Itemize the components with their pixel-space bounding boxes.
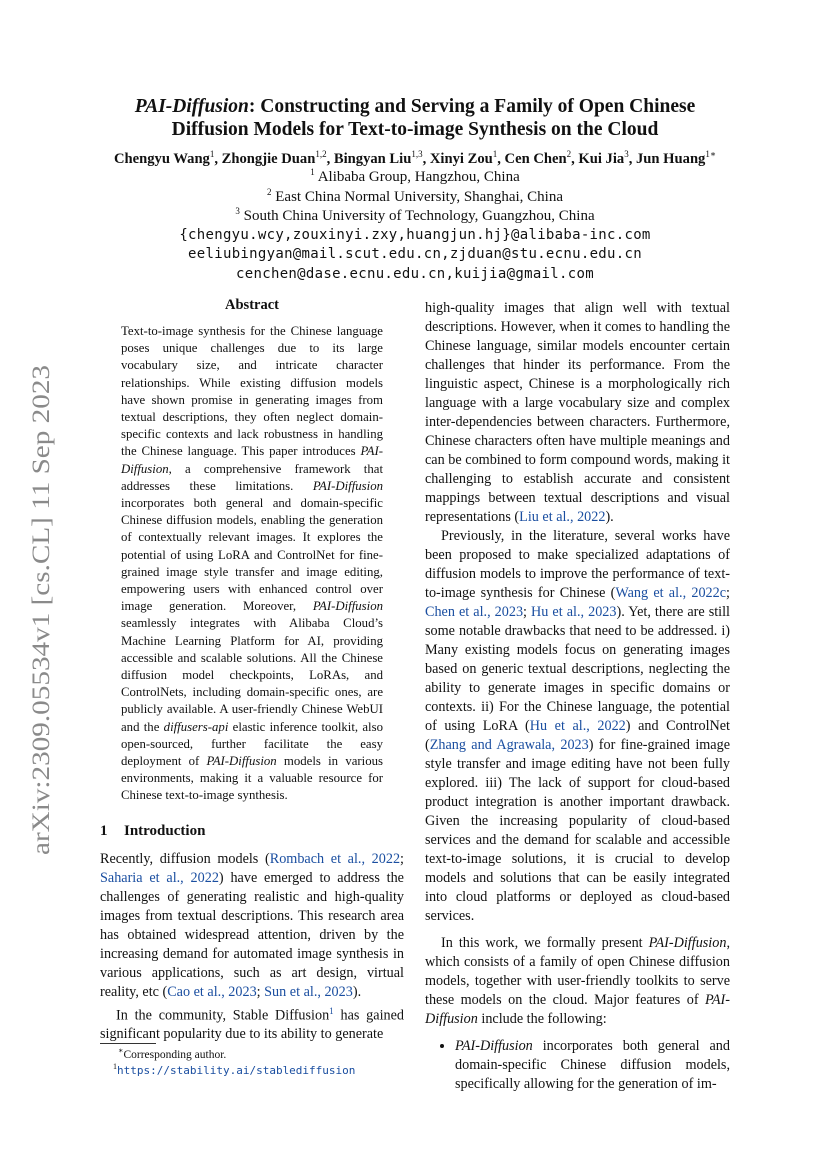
aff-sup: 2 [267,187,272,197]
author-name: Kui Jia [578,151,625,167]
abstract-text: models in various environments, making it a valuable resource for Chinese text-to-image synthesis. [121,754,383,803]
footnote-mark: 1 [113,1062,117,1071]
abstract-emph: diffusers-api [163,719,229,734]
body-text: incorporates both general and domain-specific Chinese diffusion models, specifically allowing for the generation of im- [455,1038,730,1092]
body-text: ) have emerged to address the challenges of generating realistic and high-quality images from textual descriptions. This research area has obtained widespread attention, driven by the increasing demand for automated image synthesis in various applications, such as art design, virtual reality, etc ( [100,869,404,1000]
citation-link[interactable]: Zhang and Agrawala, 2023 [429,737,589,753]
body-text: has gained significant popularity due to its ability to generate [100,1007,404,1043]
section-title: Introduction [124,822,206,839]
citation-link[interactable]: Sun et al., 2023 [264,983,353,1000]
body-text: In the community, Stable Diffusion [116,1007,330,1024]
feature-list [425,1037,730,1094]
abstract-text: incorporates both general and domain-specific Chinese diffusion models, enabling the generation of contextually relevant images. It explores the potential of using LoRA and ControlNet for fine-grained image style transfer and image editing, empowering users with enhanced control over image generation. Moreover, [121,496,383,614]
author-aff: 1,2 [315,149,327,159]
abstract-heading: Abstract [225,297,279,313]
body-text: ; [523,604,532,620]
aff-text: East China Normal University, Shanghai, China [275,189,563,205]
body-text: , which consists of a family of open Chinese diffusion models, together with user-friendly toolkits to serve these models on the cloud. Major features of [425,935,730,1008]
aff-text: South China University of Technology, Guangzhou, China [243,208,595,224]
footnote-1 [118,1046,226,1061]
abstract-emph: PAI-Diffusion [312,599,383,614]
body-emph: PAI-Diffusion [455,1038,533,1054]
intro-paragraph-4 [425,934,730,1029]
list-item [455,1037,730,1094]
author-aff: 1∗ [705,149,716,159]
body-text: ). Yet, there are still some notable drawbacks that need to be addressed. i) Many existing models focus on generating images based on generic textual descriptions, neglecting the ability to generate images in specific domains or contexts. ii) For the Chinese language, the potential of using LoRA ( [425,604,730,734]
abstract-emph: PAI-Diffusion [121,444,383,476]
author-aff: 3 [624,149,629,159]
footnote-text: Corresponding author. [123,1048,227,1061]
aff-sup: 3 [235,206,240,216]
arxiv-stamp-text: arXiv:2309.05534v1 [cs.CL] 11 Sep 2023 [26,426,55,855]
arxiv-side-stamp [20,365,58,855]
aff-text: Alibaba Group, Hangzhou, China [317,169,520,185]
author-aff: 1 [209,149,215,159]
citation-link[interactable]: Cao et al., 2023 [167,983,257,1000]
citation-link[interactable]: Hu et al., 2023 [531,604,617,620]
author-name: Bingyan Liu [333,151,412,167]
author-name: Chengyu Wang [114,151,210,167]
body-text: ). [605,509,614,525]
body-text: Previously, in the literature, several works have been proposed to make specialized adaptations of diffusion models to improve the performance of text-to-image synthesis for Chinese ( [425,528,730,601]
author-name: Jun Huang [636,151,706,167]
abstract-emph: PAI-Diffusion [312,478,383,493]
footnote-mark: ∗ [118,1046,124,1055]
intro-paragraph-3 [425,527,730,926]
body-text: ; [256,983,265,1000]
author-aff: 1,3 [411,149,423,159]
email-line-3: cenchen@dase.ecnu.edu.cn,kuijia@gmail.com [236,266,594,282]
intro-paragraph-2-cont [425,299,730,527]
email-line-2: eeliubingyan@mail.scut.edu.cn,zjduan@stu.ecnu.edu.cn [188,246,642,262]
author-aff: 2 [566,149,572,159]
title-emph: PAI-Diffusion [134,96,249,117]
body-emph: PAI-Diffusion [425,992,730,1027]
body-text: high-quality images that align well with textual descriptions. However, when it comes to handling the Chinese language, similar models encounter certain challenges that hinder its performance. From the linguistic aspect, Chinese is a morphologically rich language with a large vocabulary size and complex inter-dependencies between characters. Furthermore, Chinese characters often have multiple meanings and can be combined to form compound words, making it challenging to establish accurate and consistent mappings between textual descriptions and visual representations ( [425,300,730,525]
body-text: ; [400,850,404,867]
section-heading-introduction [100,823,404,840]
footnote-2 [113,1062,355,1077]
intro-paragraph-2-start [100,1002,404,1045]
abstract-text: elastic inference toolkit, also open-sourced, further facilitate the easy deployment of [121,719,383,769]
author-list: Chengyu Wang$^1$, Zhongjie Duan$^{1,2}$, Bingyan Liu$^{1,3}$, Xinyi Zou$^1$, Cen Chen$^2$, Kui Jia$^3$, Jun Huang$^{1∗}$ [114,149,716,167]
body-text: Recently, diffusion models ( [100,850,270,867]
footnote-marker[interactable]: 1 [329,1005,334,1016]
body-text: ) for fine-grained image style transfer and image editing have not been fully explored. iii) The lack of support for cloud-based product integration is another important drawback. Given the increasing popularity of cloud-based services and the demand for scalable and accessible text-to-image solutions, it is crucial to develop models and solutions that can be easily integrated into cloud platforms or deployed as cloud-based services. [425,737,730,924]
abstract-text: Text-to-image synthesis for the Chinese language poses unique challenges due to its large vocabulary size, and intricate character relationships. While existing diffusion models have shown promise in generating images from textual descriptions, they often neglect domain-specific contexts and lack robustness in handling the Chinese language. This paper introduces [121,324,383,459]
body-text: In this work, we formally present [441,935,649,951]
body-text: ) and ControlNet ( [425,718,730,753]
left-column [100,297,404,1044]
email-line-1: {chengyu.wcy,zouxinyi.zxy,huangjun.hj}@alibaba-inc.com [179,227,651,243]
abstract-text: , a comprehensive framework that addresses these limitations. [121,461,383,493]
author-name: Zhongjie Duan [221,151,316,167]
footnote-rule [100,1043,156,1044]
author-name: Cen Chen [504,151,567,167]
affiliation-1 [80,167,750,186]
body-text: include the following: [477,1011,607,1027]
citation-link[interactable]: Hu et al., 2022 [529,718,626,734]
citation-link[interactable]: Saharia et al., 2022 [100,869,219,886]
citation-link[interactable]: Wang et al., 2022c [615,585,727,601]
citation-link[interactable]: Rombach et al., 2022 [269,850,401,867]
right-column [425,299,730,1094]
author-aff: 1 [492,149,498,159]
abstract-body [121,323,383,805]
footnote-url-link[interactable]: https://stability.ai/stablediffusion [117,1063,356,1077]
title-line2: Diffusion Models for Text-to-image Synthesis on the Cloud [171,119,659,140]
intro-paragraph-1 [100,850,404,1002]
body-text: ; [726,585,730,601]
abstract-text: seamlessly integrates with Alibaba Cloud’s Machine Learning Platform for AI, providing accessible and scalable solutions. All the Chinese diffusion model checkpoints, LoRAs, and ControlNets, including domain-specific ones, are publicly available. A user-friendly Chinese WebUI and the [121,616,383,734]
body-emph: PAI-Diffusion [648,935,727,951]
body-text: ). [352,983,362,1000]
affiliation-3 [80,206,750,225]
affiliation-2 [80,187,750,206]
author-name: Xinyi Zou [429,151,493,167]
citation-link[interactable]: Chen et al., 2023 [425,604,524,620]
title-rest: : Constructing and Serving a Family of Open Chinese [248,96,696,117]
paper-title [80,95,750,141]
aff-sup: 1 [310,167,315,177]
section-number: 1 [100,822,108,839]
abstract-emph: PAI-Diffusion [206,754,277,769]
citation-link[interactable]: Liu et al., 2022 [519,509,606,525]
